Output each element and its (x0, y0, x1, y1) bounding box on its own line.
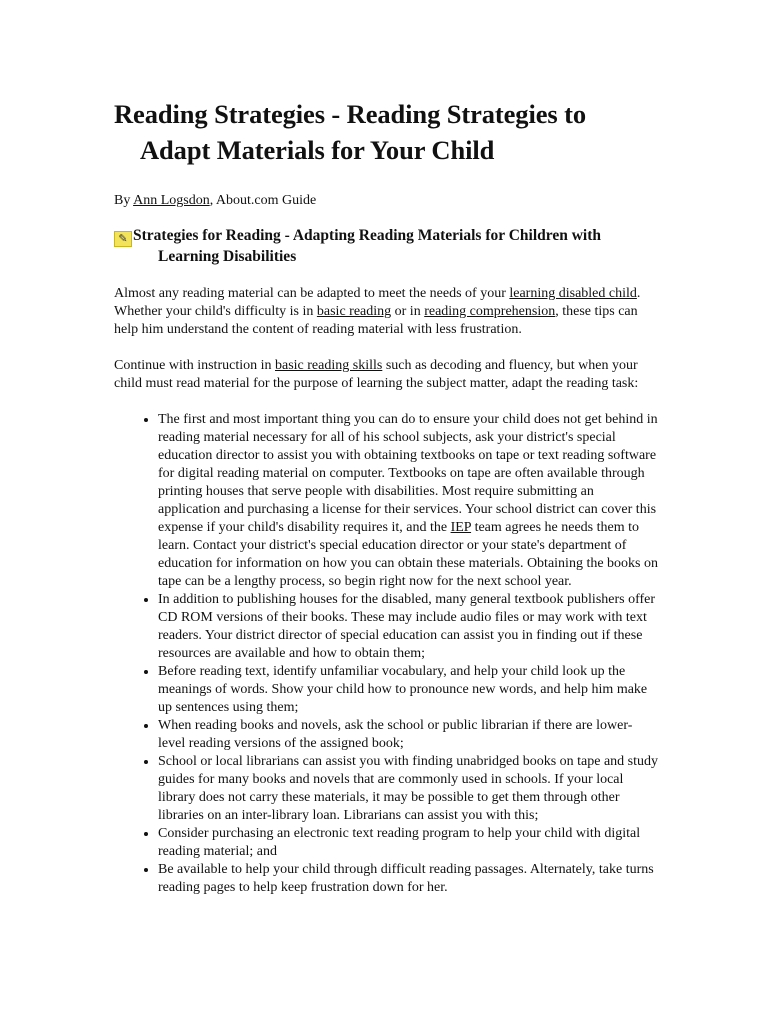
basic-reading-skills-link[interactable]: basic reading skills (275, 358, 383, 373)
iep-link[interactable]: IEP (450, 520, 472, 535)
reading-comprehension-link[interactable]: reading comprehension (424, 304, 556, 319)
list-item: • Be available to help your child through difficult reading passages. Alternately, take turns reading pages to help keep frustration down for her. (158, 861, 659, 897)
tip-1-text-b: team agrees he needs them to learn. Contact your district's special education director or your state's department of education for information on how you can obtain these materials. Obtaining the books on tape can be a lengthy process, so begin right now for the next school year. (158, 520, 658, 589)
author-link[interactable]: Ann Logsdon (133, 193, 210, 208)
page-title: Reading Strategies - Reading Strategies to Adapt Materials for Your Child (114, 99, 586, 165)
tip-1-text-a: The first and most important thing you can do to ensure your child does not get behind in reading material necessary for all of his school subjects, ask your district's special education director to assist you with obtaining textbooks on tape or text reading software for digital reading material on computer. Textbooks on tape are often available through printing houses that serve people with disabilities. Most require submitting an application and purchasing a license for their services. Your school district can cover this expense if your child's disability requires it, and the (158, 412, 658, 535)
byline-prefix: By (114, 193, 134, 208)
instruction-text-1: Continue with instruction in (114, 358, 275, 373)
list-item: • When reading books and novels, ask the school or public librarian if there are lower-level reading versions of the assigned book; (158, 717, 659, 753)
subtitle-text: Strategies for Reading - Adapting Reading Materials for Children with Learning Disabilities (133, 227, 602, 265)
list-item: • Before reading text, identify unfamiliar vocabulary, and help your child look up the meanings of words. Show your child how to pronounce new words, and help him make up sentences using them; (158, 663, 659, 717)
byline-suffix: , About.com Guide (209, 193, 317, 208)
list-item: • School or local librarians can assist you with finding unabridged books on tape and study guides for many books and novels that are commonly used in schools. If your local library does not carry these materials, it may be possible to get them through other libraries on an inter-library loan. Librarians can assist you with this; (158, 753, 659, 825)
pencil-note-icon: ✎ (114, 231, 132, 247)
list-item (158, 411, 659, 591)
article (114, 96, 659, 897)
intro-text-4: , these tips can help him understand the content of reading material with less frustration. (114, 304, 638, 337)
list-item: • Consider purchasing an electronic text reading program to help your child with digital reading material; and (158, 825, 659, 861)
intro-text-2: . Whether your child's difficulty is in (114, 286, 641, 319)
intro-text-3: or in (391, 304, 425, 319)
intro-text-1: Almost any reading material can be adapted to meet the needs of your (114, 286, 510, 301)
byline (114, 192, 659, 210)
instruction-text-2: such as decoding and fluency, but when your child must read material for the purpose of learning the subject matter, adapt the reading task: (114, 358, 639, 391)
basic-reading-link[interactable]: basic reading (316, 304, 392, 319)
intro-paragraph (114, 285, 659, 339)
instruction-paragraph (114, 357, 659, 393)
subtitle (114, 226, 659, 267)
learning-disabled-child-link[interactable]: learning disabled child (509, 286, 637, 301)
tips-list (114, 411, 659, 897)
list-item: • In addition to publishing houses for the disabled, many general textbook publishers offer CD ROM versions of their books. These may include audio files or may work with text readers. Your district director of special education can assist you in finding out if these resources are available and how to obtain them; (158, 591, 659, 663)
